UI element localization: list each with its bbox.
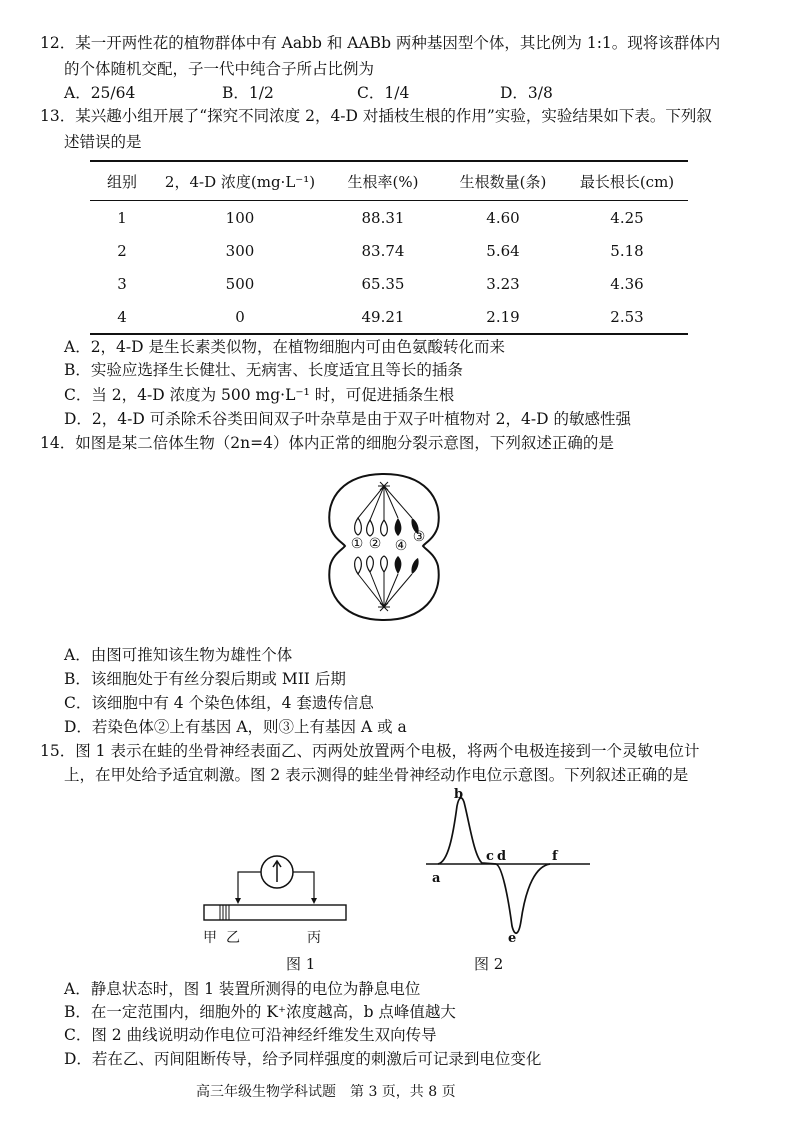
chromosome-label-2: ② [368, 536, 382, 552]
table-cell: 100 [225, 208, 255, 227]
q13-option-a: A．2，4-D 是生长素类似物，在植物细胞内可由色氨酸转化而来 [64, 338, 506, 356]
table-header: 组别 [90, 161, 154, 201]
q14-number: 14． [40, 434, 76, 452]
table-cell: 500 [225, 274, 255, 293]
q14-option-a: A．由图可推知该生物为雄性个体 [64, 646, 293, 664]
table-cell: 65.35 [361, 274, 405, 293]
q13-option-c: C．当 2，4-D 浓度为 500 mg·L⁻¹ 时，可促进插条生根 [64, 386, 455, 404]
table-cell: 4.60 [486, 208, 520, 227]
table-cell: 5.18 [610, 241, 644, 260]
q15-number: 15． [40, 742, 76, 760]
electrode-tip-right [311, 898, 317, 904]
table-header: 最长根长(cm) [566, 161, 688, 201]
table-row [90, 201, 688, 235]
q15-option-b: B．在一定范围内，细胞外的 K⁺浓度越高，b 点峰值越大 [64, 1003, 456, 1021]
q15-stem-line1: 15．图 1 表示在蛙的坐骨神经表面乙、丙两处放置两个电极，将两个电极连接到一个灵敏电位计 [40, 742, 700, 760]
chromosome-label-3: ③ [412, 529, 426, 545]
table-cell: 3 [117, 274, 127, 293]
q12-option-c: C．1/4 [357, 84, 410, 102]
chromosome-number-labels [351, 529, 426, 554]
q14-stem: 14．如图是某二倍体生物（2n=4）体内正常的细胞分裂示意图，下列叙述正确的是 [40, 434, 614, 452]
q14-option-c: C．该细胞中有 4 个染色体组，4 套遗传信息 [64, 694, 374, 712]
q13-option-d: D．2，4-D 可杀除禾谷类田间双子叶杂草是由于双子叶植物对 2，4-D 的敏感性强 [64, 410, 631, 428]
table-cell: 49.21 [326, 300, 440, 334]
q12-option-d: D．3/8 [500, 84, 553, 102]
table-cell: 4 [90, 300, 154, 334]
point-b-label: b [454, 787, 464, 802]
q13-number: 13． [40, 107, 76, 125]
table-cell: 4.36 [610, 274, 644, 293]
table-cell: 2.19 [440, 300, 566, 334]
table-cell: 1 [117, 208, 127, 227]
q15-stem-line2: 上，在甲处给予适宜刺激。图 2 表示测得的蛙坐骨神经动作电位示意图。下列叙述正确的是 [64, 766, 689, 784]
figure-2-action-potential-curve [424, 786, 592, 946]
q15-option-c: C．图 2 曲线说明动作电位可沿神经纤维发生双向传导 [64, 1026, 437, 1044]
chromosome-label-4: ④ [394, 538, 408, 554]
q13-stem-line1: 13．某兴趣小组开展了“探究不同浓度 2，4-D 对插枝生根的作用”实验，实验结果如下表。下列叙 [40, 107, 712, 125]
q13-option-b: B．实验应选择生长健壮、无病害、长度适宜且等长的插条 [64, 361, 463, 379]
chromosomes-bottom [355, 556, 419, 574]
potential-curve [438, 798, 550, 933]
q15-option-d: D．若在乙、丙间阻断传导，给予同样强度的刺激后可记录到电位变化 [64, 1050, 542, 1068]
electrode-tip-left [235, 898, 241, 904]
curve-point-labels [432, 787, 559, 946]
electrode-wire-left [238, 872, 261, 900]
q12-option-b: B．1/2 [222, 84, 274, 102]
electrode-wire-right [293, 872, 314, 900]
chromosome-label-1: ① [350, 536, 364, 552]
table-cell: 83.74 [361, 241, 405, 260]
point-c-label: c [486, 849, 494, 864]
page-footer: 高三年级生物学科试题 第 3 页，共 8 页 [196, 1084, 456, 1100]
figure-1-caption: 图 1 [286, 955, 316, 973]
point-a-label: a [432, 871, 441, 886]
table-header-row [90, 161, 688, 201]
q12-number: 12． [40, 34, 76, 52]
table-cell: 88.31 [361, 208, 405, 227]
point-e-label: e [508, 931, 517, 946]
table-row [90, 300, 688, 334]
figure-1-electrode-setup [200, 848, 350, 952]
table-header: 2，4-D 浓度(mg·L⁻¹) [154, 161, 326, 201]
q12-option-a: A．25/64 [64, 84, 136, 102]
table-cell: 5.64 [486, 241, 520, 260]
spindle-bottom [358, 572, 412, 611]
point-d-label: d [497, 849, 507, 864]
q13-stem-line2: 述错误的是 [64, 133, 142, 151]
q15-option-a: A．静息状态时，图 1 装置所测得的电位为静息电位 [64, 980, 421, 998]
table-cell: 3.23 [486, 274, 520, 293]
table-cell: 2 [117, 241, 127, 260]
q12-stem-line2: 的个体随机交配，子一代中纯合子所占比例为 [64, 60, 375, 78]
table-header: 生根率(%) [326, 161, 440, 201]
table-cell: 4.25 [610, 208, 644, 227]
sciatic-nerve [204, 905, 346, 920]
table-cell: 0 [154, 300, 326, 334]
table-cell: 2.53 [566, 300, 688, 334]
label-bing: 丙 [307, 930, 321, 946]
spindle-top [358, 482, 412, 520]
label-jia: 甲 [203, 930, 217, 946]
table-header: 生根数量(条) [440, 161, 566, 201]
figure-2-caption: 图 2 [474, 955, 504, 973]
table-cell: 300 [225, 241, 255, 260]
cell-division-figure [318, 462, 450, 630]
table-row [90, 267, 688, 300]
chromosomes-top [355, 518, 419, 536]
q12-stem-line1: 12．某一开两性花的植物群体中有 Aabb 和 AABb 两种基因型个体，其比例为 1:1。现将该群体内 [40, 34, 721, 52]
results-table [90, 160, 688, 335]
q14-option-d: D．若染色体②上有基因 A，则③上有基因 A 或 a [64, 718, 407, 736]
label-yi: 乙 [226, 930, 240, 946]
point-f-label: f [552, 849, 558, 864]
table-row [90, 234, 688, 267]
q14-option-b: B．该细胞处于有丝分裂后期或 MII 后期 [64, 670, 346, 688]
